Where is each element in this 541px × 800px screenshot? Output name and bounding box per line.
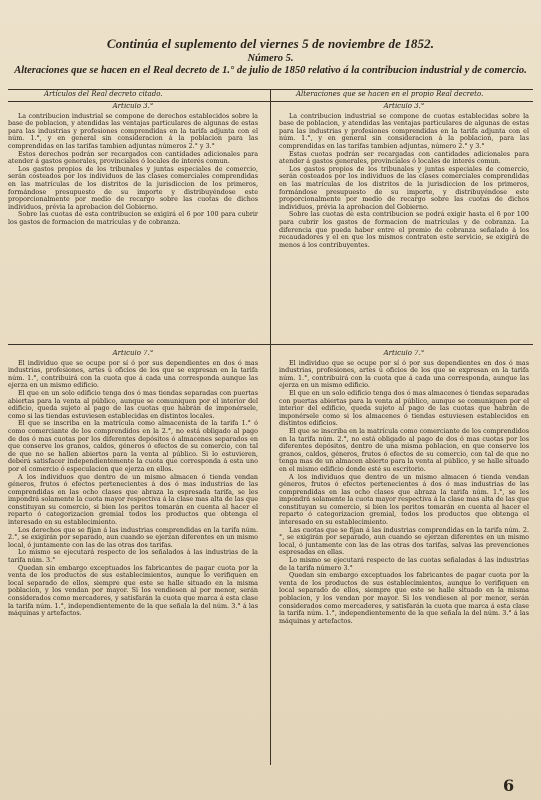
left-art3-para: Los gastos propios de los tribunales y juntas especiales de comercio, serán costeados por los individuos de las clases comerciales comprendidas en las matrículas de los distritos de la jurisdiccion de los primeros, formándose presupuesto de su importe y distribuyéndose este proporcionalmente por medio de recargo sobre las cuotas de dichos individuos, prévia la aprobacion del Gobierno.: [8, 164, 258, 211]
right-art3-para: La contribucion industrial se compone de cuotas establecidas sobre la base de poblacion, y atendidas las ventajas particulares de algunas de estas para las industrias y profesiones comprendidas en la tarifa adjunta con el núm. 1.°, y en general sin consideracion á la poblacion, para las comprendidas en las tarifas tambien adjuntas, número 2.° y 3.°: [279, 111, 529, 150]
right-art7-para: A los individuos que dentro de un mismo almacen ó tienda vendan géneros, frutos ó efectos pertenecientes á dos ó mas industrias de las comprendidas en las ocho clases que abraza la tarifa núm. 1.°, se les impondrá solamente la cuota mayor respectiva á la clase mas alta de las que constituyan su comercio, si bien los peritos tomarán en cuenta al hacer el reparto ó categorizacion gremial, todos los productos que obtenga el interesado en su establecimiento.: [279, 472, 529, 527]
right-art3-para: Estas cuotas podrán ser recargadas con cantidades adicionales para atender á gastos generales, provinciales ó locales de interés comun.: [279, 149, 529, 166]
decree-subtitle: Alteraciones que se hacen en el Real decreto de 1.° de julio de 1850 relativo á la contribucion industrial y de comercio.: [14, 65, 527, 76]
right-art7-para: El que se inscriba en la matrícula como comerciante de los comprendidos en la tarifa núm. 2.°, no está obligado al pago de dos ó mas cuotas por los diferentes depósitos, dentro de una misma poblacion, en que conserve los granos, caldos, géneros, frutos ó efectos de su comercio, con tal de que no tenga mas de un almacen abierto para la venta al público, y se halle situado en el mismo edificio donde esté su escritorio.: [279, 426, 529, 473]
supplement-title: Continúa el suplemento del viernes 5 de noviembre de 1852.: [106, 36, 435, 51]
left-art7-para: El que se inscriba en la matrícula como almacenista de la tarifa 1.° ó como comerciante de los comprendidos en la 2.°, no está obligado al pago de dos ó mas cuotas por los diferentes depósitos ó almacenes separados en que conserve los granos, caldos, géneros ó efectos de su comercio, con tal de que no se hallen abiertos para la venta al público. Si lo estuvieren, deberá satisfacer independientemente la cuota que corresponda á esta uno por el comercio ó especulacion que ejerza en ellos.: [8, 419, 258, 473]
left-art3-para: La contribucion industrial se compone de derechos establecidos sobre la base de poblacion, y atendidas las ventajas particulares de algunas de estas para las industrias y profesiones comprendidas en la tarifa adjunta con el núm. 1.°, y en general sin consideracion á la poblacion para las comprendidas en las tarifas tambien adjuntas números 2.° y 3.°: [8, 111, 258, 150]
left-article-3: [8, 103, 258, 307]
left-art7-para: Lo mismo se ejecutará respecto de los señalados á las industrias de la tarifa núm. 3.°: [8, 548, 258, 565]
left-art7-para: Los derechos que se fijan á las industrias comprendidas en la tarifa núm. 2.°, se exigirán por separado, aun cuando se ejerzan diferentes en un mismo local, ó juntamente con las de las otras dos tarifas.: [8, 525, 258, 549]
left-column-heading: Artículos del Real decreto citado.: [44, 90, 163, 98]
left-article-separator: [8, 344, 270, 345]
right-art3-title: Artículo 3.°: [383, 103, 425, 110]
right-art7-para: El individuo que se ocupe por sí ó por sus dependientes en dos ó mas industrias, profesiones, artes ú oficios de los que se expresan en la tarifa núm. 1.°, contribuirá con la cuota que á cada una corresponda, aunque las ejerza en un mismo edificio.: [279, 358, 529, 390]
right-art3-para: Los gastos propios de los tribunales y juntas especiales de comercio, serán costeados por los individuos de las clases comerciales comprendidas en las matrículas de los distritos de la jurisdiccion de los primeros, formándose presupuesto de su importe, y distribuyéndose este proporcionalmente por medio de recargo sobre las cuotas de dichos individuos, prévia la aprobacion del Gobierno.: [279, 164, 529, 211]
right-art7-para: El que en un solo edificio tenga dos ó mas almacenes ó tiendas separadas con puertas abiertas para la venta al público, aunque se comuniquen por el interior del edificio, queda sujeto al pago de las cuotas que habrán de imponérsele como si los almacenes ó tiendas estuviesen establecidos en distintos edificios.: [279, 388, 529, 428]
page-header: [8, 36, 533, 76]
right-art7-para: Las cuotas que se fijan á las industrias comprendidas en la tarifa núm. 2.°, se exigirán por separado, aun cuando se ejerzan diferentes en un mismo local, ó juntamente con las de las otras dos tarifas, salvas las prevenciones espresadas en ellas.: [279, 525, 529, 557]
left-article-7: [8, 350, 258, 770]
left-art7-para: El individuo que se ocupe por sí ó por sus dependientes en dos ó mas industrias, profesiones, artes ú oficios de los que se expresan en la tarifa núm. 1.°, contribuirá con la cuota que á cada una corresponda aunque las ejerza en un mismo edificio.: [8, 358, 258, 390]
right-art7-para: Lo mismo se ejecutará respecto de las cuotas señaladas á las industrias de la tarifa número 3.°: [279, 556, 529, 572]
left-art3-title: Artículo 3.°: [112, 103, 154, 110]
issue-number: Número 5.: [247, 53, 294, 64]
left-art7-para: A los individuos que dentro de un mismo almacen ó tienda vendan géneros, frutos ó efectos pertenecientes á dos ó mas industrias de las comprendidas en las ocho clases que abraza la espresada tarifa, se les impondrá solamente la cuota mayor respectiva á la clase mas alta de las que constituyan su comercio, si bien los peritos tomarán en cuenta al hacer el reparto ó categorizacion gremial todos los productos que obtenga el interesado en su establecimiento.: [8, 472, 258, 527]
left-art7-title: Artículo 7.°: [112, 350, 154, 357]
right-column-heading: Alteraciones que se hacen en el propio Real decreto.: [296, 90, 484, 98]
left-art3-para: Sobre las cuotas de esta contribucion se exigirá el 6 por 100 para cubrir los gastos de formacion de matrículas y de cobranza.: [8, 210, 258, 226]
right-article-separator: [271, 344, 533, 345]
right-article-3: [279, 103, 529, 343]
right-art7-title: Artículo 7.°: [383, 350, 425, 357]
left-art7-para: El que en un solo edificio tenga dos ó mas tiendas separadas con puertas abiertas para la venta al público, aunque se comuniquen por el interior del edificio, queda sujeto al pago de las cuotas que habrán de imponérsele, como si las tiendas estuviesen establecidas en distintos locales.: [8, 388, 258, 420]
left-art3-para: Estos derechos podrán ser recargados con cantidades adicionales para atender á gastos generales, provinciales ó locales de interés comun.: [8, 149, 258, 166]
right-art3-para: Sobre las cuotas de esta contribucion se podrá exigir hasta el 6 por 100 para cubrir los gastos de formacion de matrículas y de cobranza. La diferencia que pueda haber entre el premio de cobranza señalado á los recaudadores y el en que los mismos contraten este servicio, se exigirá de menos á los contribuyentes.: [279, 210, 529, 249]
right-art7-para: Quedan sin embargo exceptuados los fabricantes de pagar cuota por la venta de los productos de sus establecimientos, aunque lo verifiquen en local separado de ellos, siempre que este se halle situado en la misma poblacion, y los vendan por mayor. Si los vendiesen al por menor, serán considerados como mercaderes, y satisfarán la cuota que marca á esta clase la tarifa núm. 1.°, independientemente de la que señala la del núm. 3.° á las máquinas y artefactos.: [279, 571, 529, 625]
page-number: 6: [503, 776, 515, 795]
left-art7-para: Quedan sin embargo exceptuados los fabricantes de pagar cuota por la venta de los productos de sus establecimientos, aunque lo verifiquen en local separado de ellos, siempre que este se halle situado en la misma poblacion, y los vendan por mayor. Si los vendiesen al por menor, serán considerados como mercaderes, y satisfarán la cuota que marca á esta clase la tarifa núm. 1.°, independientemente de la que señala la del núm. 3.° á las máquinas y artefactos.: [8, 563, 258, 618]
right-article-7: [279, 350, 529, 770]
column-divider: [270, 90, 271, 765]
